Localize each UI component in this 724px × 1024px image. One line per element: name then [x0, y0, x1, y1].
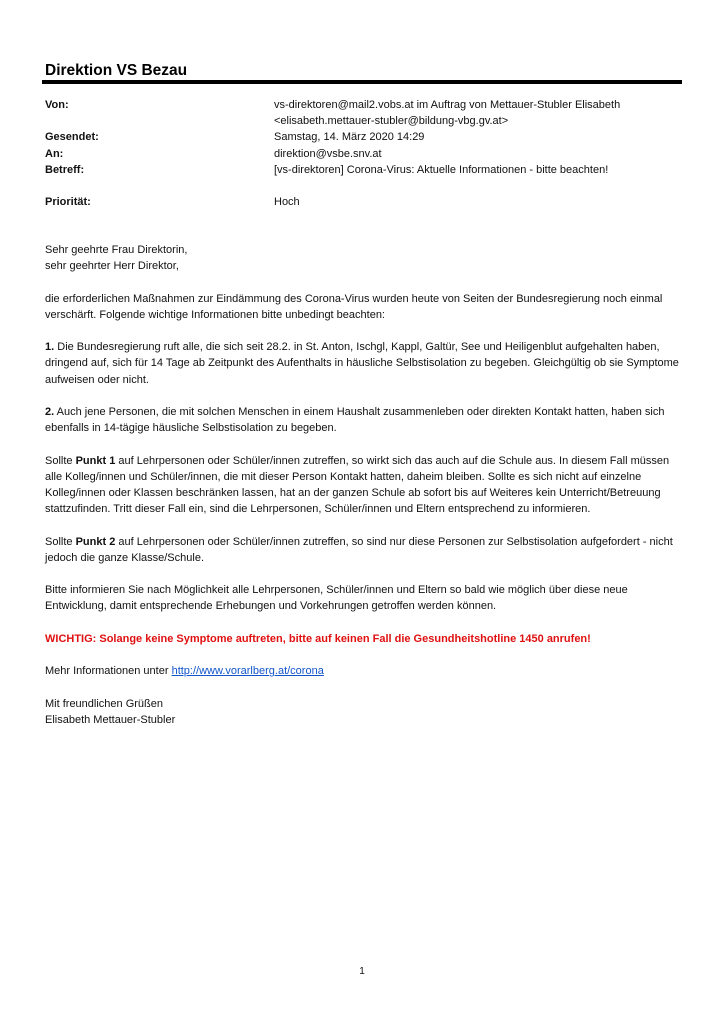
- subject-label: Betreff:: [45, 164, 85, 176]
- more-info-paragraph: [45, 663, 685, 679]
- to-label: An:: [45, 148, 64, 160]
- closing-line1: Mit freundlichen Grüßen: [45, 697, 163, 710]
- greeting-line1: Sehr geehrte Frau Direktorin,: [45, 244, 188, 256]
- point1-text: Die Bundesregierung ruft alle, die sich seit 28.2. in St. Anton, Ischgl, Kappl, Galtür, See und Heiligenblut aufgehalten haben, dringend auf, sich für 14 Tage ab Zeitpunkt des Aufenthalts in häusliche Selbstisolation zu begeben. Gleichgültig ob sie Symptome aufweisen oder nicht.: [45, 341, 679, 386]
- email-folder-title: Direktion VS Bezau: [45, 62, 188, 79]
- warning-paragraph: WICHTIG: Solange keine Symptome auftreten, bitte auf keinen Fall die Gesundheitshotline 1450 anrufen!: [45, 632, 591, 645]
- page-number: 1: [359, 966, 365, 977]
- priority-value: Hoch: [274, 196, 300, 208]
- point1-paragraph: [45, 339, 685, 388]
- case1-paragraph: [45, 453, 685, 518]
- from-label: Von:: [45, 99, 69, 111]
- case2-prefix: Sollte: [45, 535, 76, 548]
- case2-bold: Punkt 2: [75, 535, 116, 548]
- corona-info-link[interactable]: http://www.vorarlberg.at/corona: [171, 665, 324, 678]
- point2-number: 2.: [45, 405, 55, 418]
- more-info-text: Mehr Informationen unter: [45, 665, 172, 678]
- subject-value: [vs-direktoren] Corona-Virus: Aktuelle Informationen - bitte beachten!: [274, 164, 609, 176]
- inform-paragraph: Bitte informieren Sie nach Möglichkeit alle Lehrpersonen, Schüler/innen und Eltern so bald wie möglich über diese neue Entwicklung, damit entsprechende Erhebungen und Vorkehrungen getroffen werden können.: [45, 584, 628, 613]
- point2-paragraph: [45, 404, 685, 436]
- title-divider: [42, 80, 682, 84]
- email-body: [45, 242, 685, 744]
- point1-number: 1.: [45, 341, 55, 354]
- priority-label: Priorität:: [45, 196, 91, 208]
- point2-text: Auch jene Personen, die mit solchen Menschen in einem Haushalt zusammenleben oder direkten Kontakt hatten, haben sich ebenfalls in 14-tägige häusliche Selbstisolation zu begeben.: [45, 405, 665, 435]
- case2-paragraph: [45, 534, 685, 566]
- signature-name: Elisabeth Mettauer-Stubler: [45, 713, 176, 726]
- sent-value: Samstag, 14. März 2020 14:29: [274, 131, 425, 143]
- sent-label: Gesendet:: [45, 131, 99, 143]
- greeting-line2: sehr geehrter Herr Direktor,: [45, 260, 179, 273]
- case1-text: auf Lehrpersonen oder Schüler/innen zutreffen, so wirkt sich das auch auf die Schule aus. In diesem Fall müssen alle Kolleg/innen und Schüler/innen, die mit dieser Person Kontakt hatten, daheim bleiben. Sollte es sich nicht auf einzelne Kolleg/innen oder Klassen beschränken lassen, hat an der ganzen Schule ab sofort bis auf Weiteres kein Unterricht/Betreuung stattzufinden. Tritt dieser Fall ein, sind die Lehrpersonen, Schüler/innen und Eltern entsprechend zu informieren.: [45, 454, 670, 516]
- intro-paragraph: die erforderlichen Maßnahmen zur Eindämmung des Corona-Virus wurden heute von Seiten der Bundesregierung noch einmal verschärft. Folgende wichtige Informationen bitte unbedingt beachten:: [45, 292, 663, 321]
- case1-bold: Punkt 1: [75, 454, 116, 467]
- case2-text: auf Lehrpersonen oder Schüler/innen zutreffen, so sind nur diese Personen zur Selbstisolation aufgefordert - nicht jedoch die ganze Klasse/Schule.: [45, 535, 673, 564]
- from-value-line1: vs-direktoren@mail2.vobs.at im Auftrag von Mettauer-Stubler Elisabeth: [274, 99, 621, 111]
- greeting: [45, 242, 685, 274]
- case1-prefix: Sollte: [45, 454, 76, 467]
- closing: [45, 696, 685, 728]
- to-value: direktion@vsbe.snv.at: [274, 148, 382, 160]
- from-value-line2: <elisabeth.mettauer-stubler@bildung-vbg.gv.at>: [274, 115, 509, 127]
